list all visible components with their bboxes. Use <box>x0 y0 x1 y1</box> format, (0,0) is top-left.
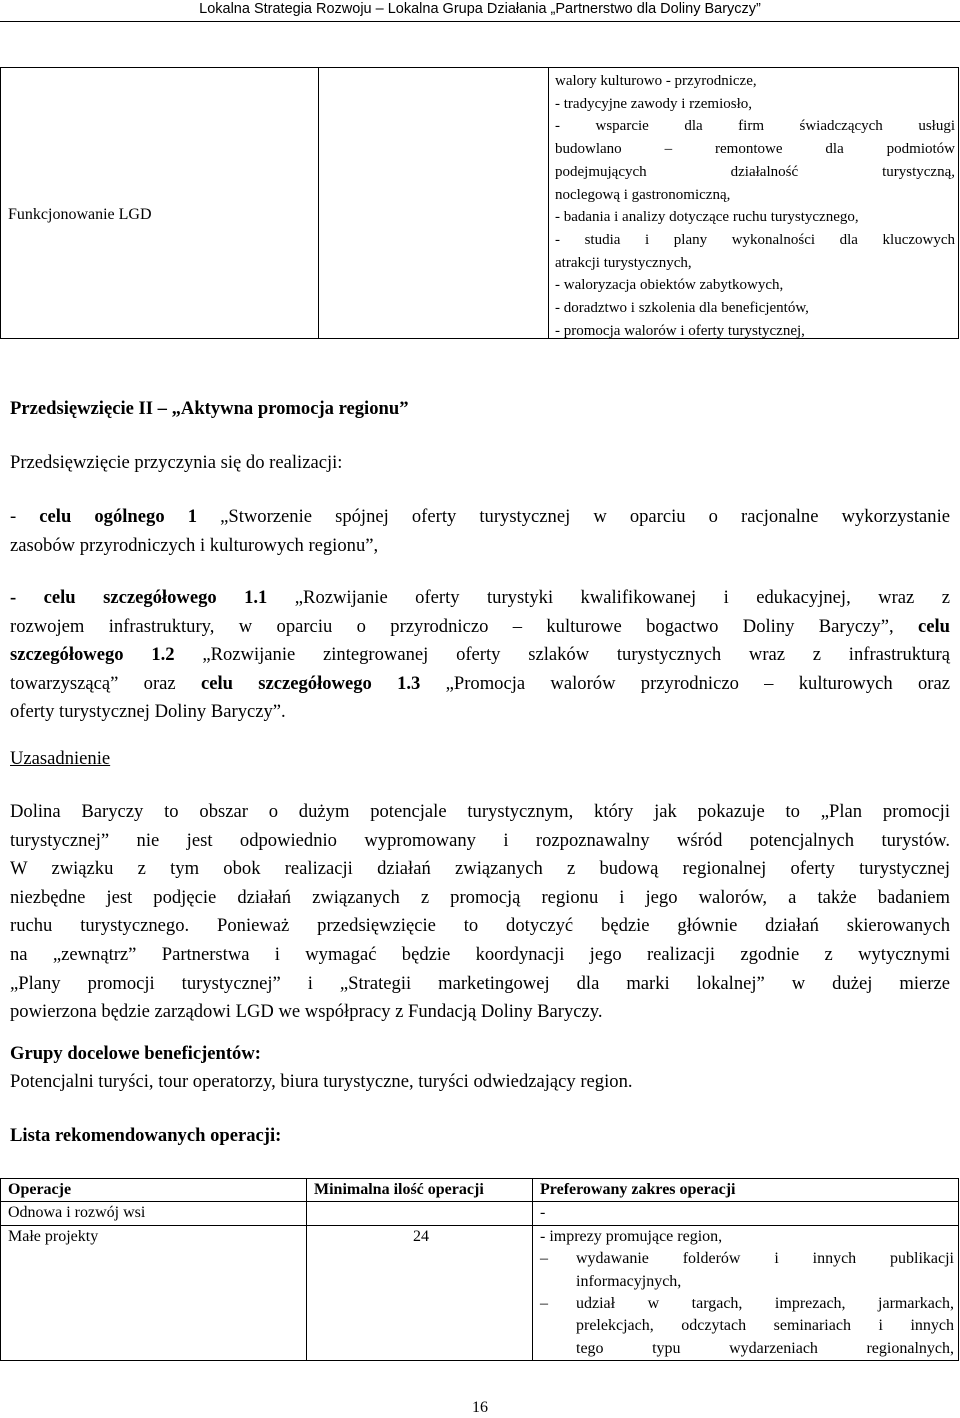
justification-line: Dolina Baryczy to obszar o dużym potencjale turystycznym, który jak pokazuje to „Plan promocji <box>10 801 950 822</box>
goal-dash: - <box>10 506 40 527</box>
operations-heading <box>10 1122 950 1151</box>
section-heading-text: Przedsięwzięcie II – „Aktywna promocja regionu” <box>10 398 409 419</box>
goal-specific-text: „Rozwijanie oferty turystyki kwalifikowanej i edukacyjnej, wraz z <box>267 587 950 608</box>
top-table-col2 <box>319 68 549 338</box>
top-table-col1 <box>1 68 319 338</box>
operations-table <box>0 1178 959 1361</box>
goal-general-text-cont: zasobów przyrodniczych i kulturowych regionu”, <box>10 534 379 556</box>
top-table-line: - studia i plany wykonalności dla kluczowych <box>555 231 955 248</box>
top-table-col3 <box>549 68 958 338</box>
justification-line: W związku z tym obok realizacji działań związanych z budową regionalnej oferty turystycznej <box>10 858 950 880</box>
top-table-line: - tradycyjne zawody i rzemiosło, <box>555 95 753 112</box>
justification-body <box>10 798 950 1027</box>
operations-heading-text: Lista rekomendowanych operacji: <box>10 1125 282 1146</box>
top-table-line: budowlano – remontowe dla podmiotów <box>555 141 955 158</box>
goals-specific-line <box>10 670 950 699</box>
scope-item-line: tego typu wydarzeniach regionalnych, <box>576 1339 954 1357</box>
goal-general-line <box>10 503 950 532</box>
goal-specific-label: celu <box>917 615 950 637</box>
table-row <box>1 1202 959 1225</box>
justification-heading-text: Uzasadnienie <box>10 748 111 769</box>
goal-general-text: „Stworzenie spójnej oferty turystycznej w oparciu o racjonalne wykorzystanie <box>197 506 950 527</box>
table-header-cell <box>533 1179 959 1202</box>
scope-item <box>540 1248 954 1293</box>
header-operations: Operacje <box>8 1181 72 1198</box>
header-rule <box>0 21 960 22</box>
dash-marker: – <box>540 1295 548 1313</box>
goal-specific-label: - celu szczegółowego 1.1 <box>10 587 268 608</box>
goal-specific-label: celu szczegółowego 1.3 <box>200 672 421 694</box>
goals-specific <box>10 584 950 727</box>
table-cell-scope <box>533 1225 959 1360</box>
table-header-cell <box>1 1179 307 1202</box>
dash-marker: – <box>540 1250 548 1268</box>
justification-line: na „zewnątrz” Partnerstwa i wymagać będzie koordynacji jego realizacji zgodnie z wytycznymi <box>10 943 950 965</box>
goal-specific-text: rozwojem infrastruktury, w oparciu o przyrodniczo – kulturowe bogactwo Doliny Baryczy”, <box>10 615 918 637</box>
section-intro: Przedsięwzięcie przyczynia się do realizacji: <box>10 452 343 473</box>
goal-specific-text: towarzyszącą” oraz <box>10 672 201 694</box>
page-number: 16 <box>472 1399 488 1416</box>
scope-item-text <box>576 1293 954 1360</box>
top-table-line: walory kulturowo - przyrodnicze, <box>555 73 757 89</box>
scope-item-line: prelekcjach, odczytach seminariach i innych <box>576 1317 954 1335</box>
justification-line: ruchu turystycznego. Ponieważ przedsięwzięcie to dotyczyć będzie głównie działań skierowanych <box>10 915 950 937</box>
justification-heading <box>10 745 950 774</box>
scope-item: - imprezy promujące region, <box>540 1227 723 1245</box>
justification-line: turystycznej” nie jest odpowiednio wypromowany i rozpoznawalny wśród potencjalnych turystów. <box>10 829 950 851</box>
page-header: Lokalna Strategia Rozwoju – Lokalna Grupa Działania „Partnerstwo dla Doliny Baryczy” <box>199 1 761 17</box>
scope-item <box>540 1293 954 1360</box>
scope-item-line: udział w targach, imprezach, jarmarkach, <box>576 1295 954 1313</box>
justification-line: „Plany promocji turystycznej” i „Strategii marketingowej dla marki lokalnej” w dużej mierze <box>10 972 950 994</box>
top-table-line: - promocja walorów i oferty turystycznej, <box>555 322 805 339</box>
justification-line: powierzona będzie zarządowi LGD we współpracy z Fundacją Doliny Baryczy. <box>10 1001 603 1023</box>
target-groups-text: Potencjalni turyści, tour operatorzy, biura turystyczne, turyści odwiedzający region. <box>10 1071 633 1092</box>
goal-general <box>10 503 950 560</box>
table-header-row <box>1 1179 959 1202</box>
goals-specific-line <box>10 584 950 613</box>
table-cell: - <box>533 1202 959 1225</box>
table-header-cell <box>307 1179 533 1202</box>
goals-specific-line <box>10 613 950 642</box>
justification-line: niezbędne jest podjęcie działań związanych z promocją regionu i jego walorów, a także badaniem <box>10 886 950 908</box>
table-row <box>1 1225 959 1360</box>
scope-item-line: informacyjnych, <box>576 1272 682 1290</box>
goal-general-label: celu ogólnego 1 <box>39 506 198 527</box>
goal-specific-text: „Promocja walorów przyrodniczo – kulturowych oraz <box>420 672 950 694</box>
top-table-line: - doradztwo i szkolenia dla beneficjentów, <box>555 300 809 317</box>
table-cell: Małe projekty <box>1 1225 307 1360</box>
top-table-line: - waloryzacja obiektów zabytkowych, <box>555 277 784 294</box>
target-groups-heading <box>10 1040 950 1069</box>
top-table-label: Funkcjonowanie LGD <box>8 206 152 223</box>
top-table-line: - badania i analizy dotyczące ruchu turystycznego, <box>555 209 859 226</box>
top-table-line: atrakcji turystycznych, <box>555 254 692 271</box>
goal-specific-text: „Rozwijanie zintegrowanej oferty szlaków turystycznych wraz z infrastrukturą <box>174 644 951 666</box>
target-groups-heading-text: Grupy docelowe beneficjentów: <box>10 1043 261 1064</box>
goals-specific-line <box>10 641 950 670</box>
scope-item-line: wydawanie folderów i innych publikacji <box>576 1250 954 1268</box>
top-table-line: - wsparcie dla firm świadczących usługi <box>555 118 955 135</box>
section-heading <box>10 395 950 424</box>
table-cell <box>307 1202 533 1225</box>
goal-specific-text: oferty turystycznej Doliny Baryczy”. <box>10 701 286 723</box>
top-table-line: noclegową i gastronomiczną, <box>555 186 731 203</box>
top-table-line: podejmujących działalność turystyczną, <box>555 163 955 180</box>
goal-specific-label: szczegółowego 1.2 <box>10 644 175 666</box>
top-table <box>0 67 959 339</box>
scope-item-text <box>576 1248 954 1293</box>
header-min-count: Minimalna ilość operacji <box>314 1181 484 1198</box>
table-cell: 24 <box>307 1225 533 1360</box>
table-cell: Odnowa i rozwój wsi <box>1 1202 307 1225</box>
header-scope: Preferowany zakres operacji <box>540 1181 736 1198</box>
